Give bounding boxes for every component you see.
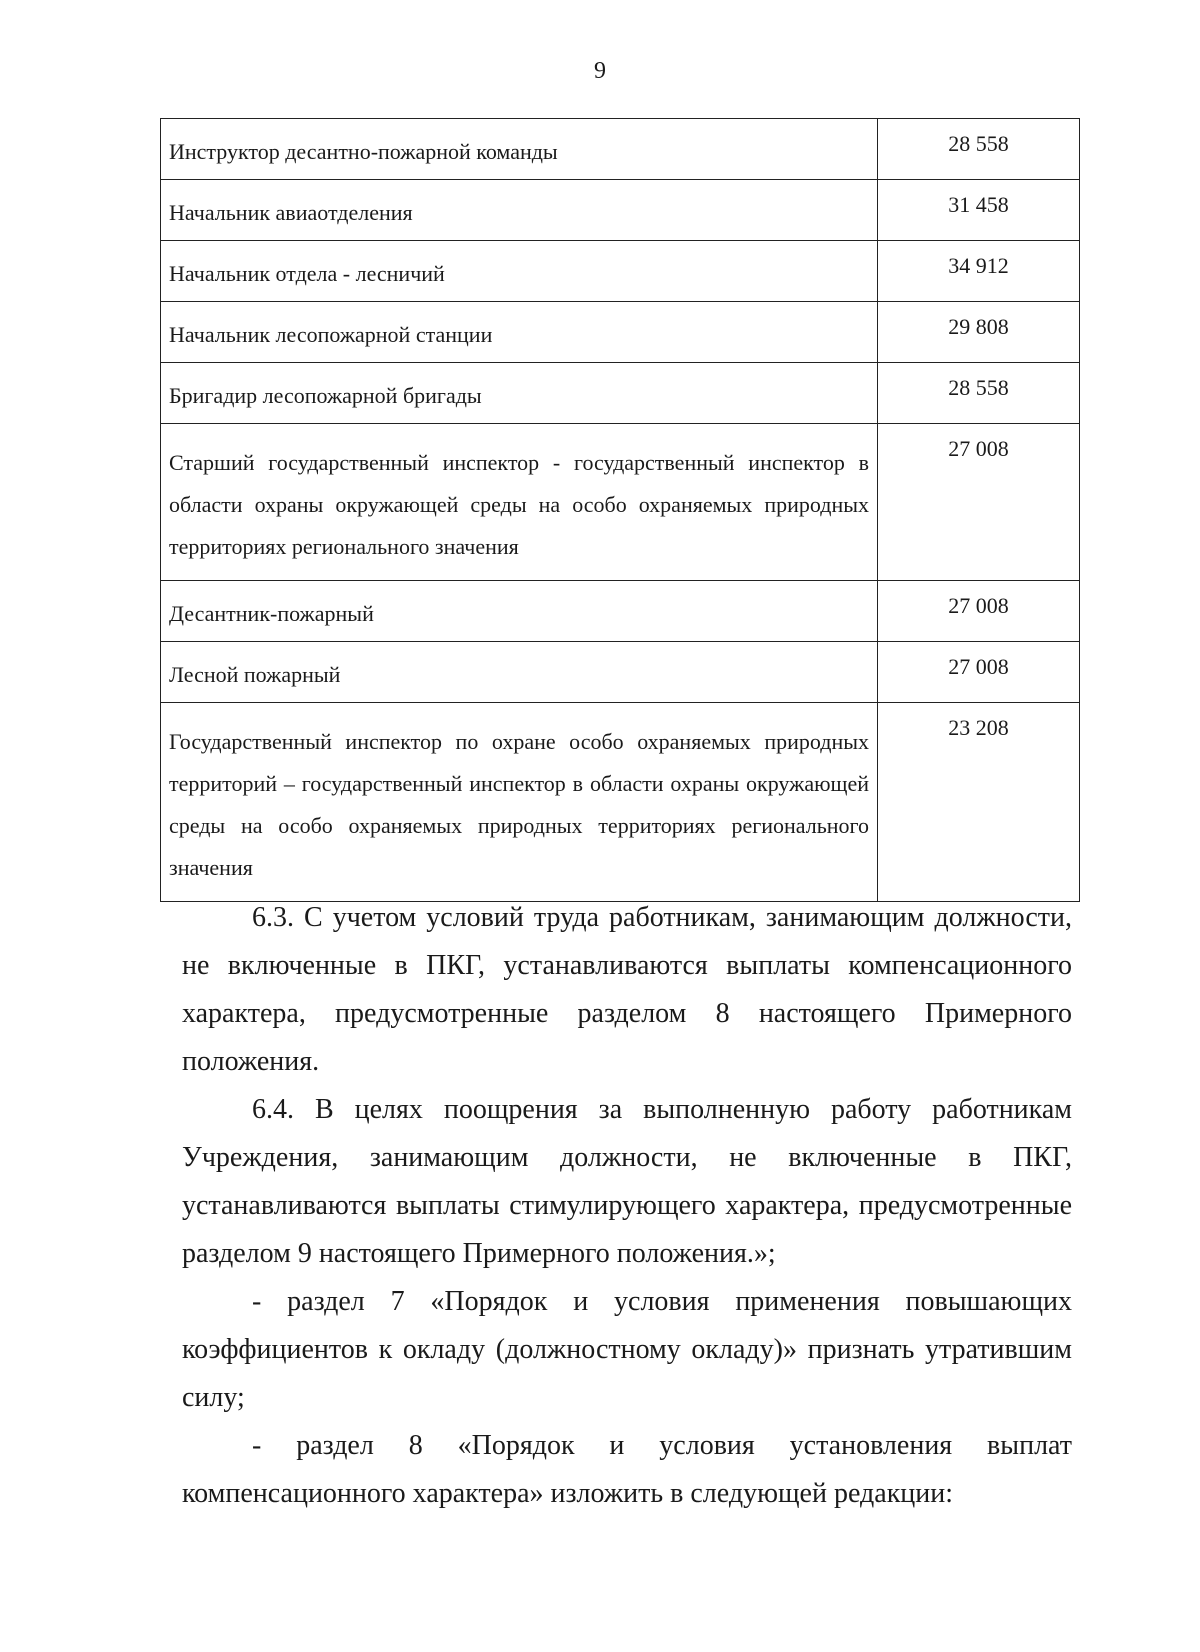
paragraph-line: характера, предусмотренные разделом 8 настоящего Примерного (182, 998, 1072, 1029)
position-cell: Начальник отдела - лесничий (161, 241, 878, 302)
salary-cell: 27 008 (878, 424, 1080, 581)
paragraph-6-4 (182, 1086, 1072, 1278)
salary-cell: 27 008 (878, 642, 1080, 703)
paragraph-line: Учреждения, занимающим должности, не включенные в ПКГ, (182, 1142, 1072, 1173)
position-cell: Бригадир лесопожарной бригады (161, 363, 878, 424)
table-row (161, 424, 1080, 581)
paragraph-line: - раздел 7 «Порядок и условия применения повышающих (252, 1286, 1072, 1317)
paragraph-line: устанавливаются выплаты стимулирующего характера, предусмотренные (182, 1190, 1072, 1221)
paragraph-line: 6.3. С учетом условий труда работникам, занимающим должности, (252, 902, 1072, 933)
position-cell: Начальник авиаотделения (161, 180, 878, 241)
table-row (161, 180, 1080, 241)
page-number: 9 (594, 58, 606, 84)
table-row (161, 241, 1080, 302)
position-cell: Инструктор десантно-пожарной команды (161, 119, 878, 180)
table-row (161, 363, 1080, 424)
paragraph-line: силу; (182, 1382, 245, 1413)
salary-cell: 29 808 (878, 302, 1080, 363)
paragraph-line: компенсационного характера» изложить в следующей редакции: (182, 1478, 954, 1509)
table-row (161, 703, 1080, 902)
paragraph-line: 6.4. В целях поощрения за выполненную работу работникам (252, 1094, 1072, 1125)
position-cell: Лесной пожарный (161, 642, 878, 703)
salary-table (160, 118, 1080, 902)
table-row (161, 642, 1080, 703)
paragraph-section-7 (182, 1278, 1072, 1422)
paragraph-line: коэффициентов к окладу (должностному окладу)» признать утратившим (182, 1334, 1072, 1365)
paragraph-line: не включенные в ПКГ, устанавливаются выплаты компенсационного (182, 950, 1072, 981)
salary-cell: 28 558 (878, 119, 1080, 180)
position-cell: Старший государственный инспектор - государственный инспектор в области охраны окружающей среды на особо охраняемых природных территориях регионального значения (161, 424, 878, 581)
table-row (161, 302, 1080, 363)
salary-cell: 28 558 (878, 363, 1080, 424)
table-row (161, 581, 1080, 642)
salary-cell: 31 458 (878, 180, 1080, 241)
position-cell: Начальник лесопожарной станции (161, 302, 878, 363)
paragraph-line: положения. (182, 1046, 320, 1077)
salary-cell: 34 912 (878, 241, 1080, 302)
paragraph-line: разделом 9 настоящего Примерного положения.»; (182, 1238, 776, 1269)
paragraph-line: - раздел 8 «Порядок и условия установления выплат (252, 1430, 1072, 1461)
table-row (161, 119, 1080, 180)
paragraph-6-3 (182, 894, 1072, 1086)
position-cell: Десантник-пожарный (161, 581, 878, 642)
salary-cell: 23 208 (878, 703, 1080, 902)
position-cell: Государственный инспектор по охране особо охраняемых природных территорий – государственный инспектор в области охраны окружающей среды на особо охраняемых природных территориях регионального значения (161, 703, 878, 902)
paragraph-section-8 (182, 1422, 1072, 1518)
salary-cell: 27 008 (878, 581, 1080, 642)
